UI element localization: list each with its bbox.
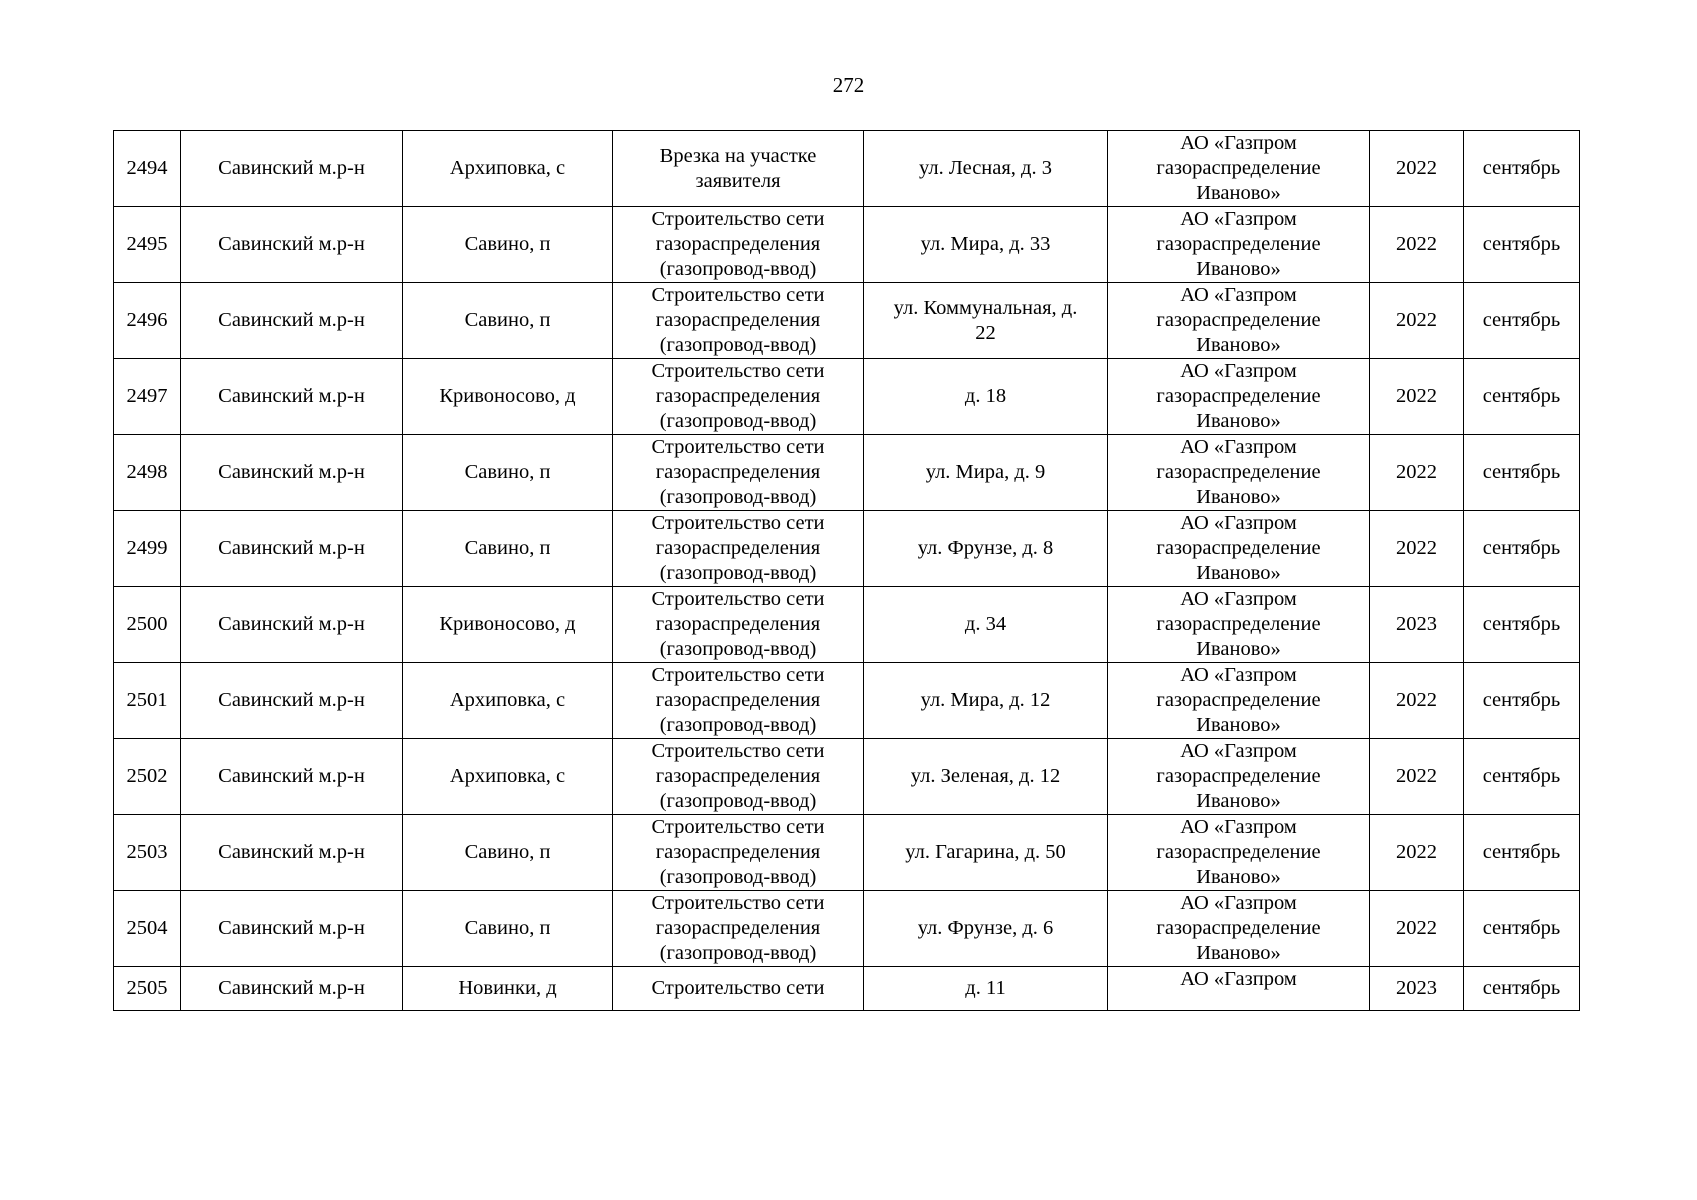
row-number-cell: 2499 (114, 511, 181, 587)
work-type-cell: Строительство сети газораспределения (газопровод-ввод) (613, 435, 864, 511)
address-cell: д. 18 (864, 359, 1108, 435)
year-cell: 2022 (1370, 511, 1464, 587)
row-number-cell: 2497 (114, 359, 181, 435)
year-cell: 2022 (1370, 891, 1464, 967)
locality-cell: Архиповка, с (403, 739, 613, 815)
work-type-cell: Строительство сети газораспределения (газопровод-ввод) (613, 891, 864, 967)
address-cell: ул. Фрунзе, д. 6 (864, 891, 1108, 967)
locality-cell: Кривоносово, д (403, 587, 613, 663)
organization-cell: АО «Газпром газораспределение Иваново» (1108, 131, 1370, 207)
month-cell: сентябрь (1464, 511, 1580, 587)
work-type-cell: Врезка на участке заявителя (613, 131, 864, 207)
address-cell: ул. Мира, д. 9 (864, 435, 1108, 511)
row-number-cell: 2505 (114, 967, 181, 1011)
district-cell: Савинский м.р-н (181, 815, 403, 891)
table-row (114, 131, 1580, 207)
work-type-cell: Строительство сети газораспределения (газопровод-ввод) (613, 283, 864, 359)
table-row (114, 739, 1580, 815)
row-number-cell: 2500 (114, 587, 181, 663)
table-row (114, 891, 1580, 967)
row-number-cell: 2498 (114, 435, 181, 511)
organization-cell: АО «Газпром газораспределение Иваново» (1108, 283, 1370, 359)
locality-cell: Савино, п (403, 815, 613, 891)
month-cell: сентябрь (1464, 587, 1580, 663)
month-cell: сентябрь (1464, 283, 1580, 359)
month-cell: сентябрь (1464, 739, 1580, 815)
month-cell: сентябрь (1464, 815, 1580, 891)
work-type-cell: Строительство сети газораспределения (газопровод-ввод) (613, 587, 864, 663)
district-cell: Савинский м.р-н (181, 663, 403, 739)
address-cell: ул. Мира, д. 12 (864, 663, 1108, 739)
year-cell: 2022 (1370, 815, 1464, 891)
table-row (114, 511, 1580, 587)
year-cell: 2022 (1370, 283, 1464, 359)
district-cell: Савинский м.р-н (181, 739, 403, 815)
month-cell: сентябрь (1464, 663, 1580, 739)
row-number-cell: 2502 (114, 739, 181, 815)
organization-cell: АО «Газпром газораспределение Иваново» (1108, 739, 1370, 815)
registry-table (113, 130, 1580, 1011)
table-row (114, 967, 1580, 1011)
table-row (114, 587, 1580, 663)
district-cell: Савинский м.р-н (181, 511, 403, 587)
address-cell: ул. Лесная, д. 3 (864, 131, 1108, 207)
table-row (114, 435, 1580, 511)
table-row (114, 207, 1580, 283)
organization-cell: АО «Газпром газораспределение Иваново» (1108, 359, 1370, 435)
table-row (114, 359, 1580, 435)
organization-cell: АО «Газпром газораспределение Иваново» (1108, 207, 1370, 283)
work-type-cell: Строительство сети газораспределения (газопровод-ввод) (613, 207, 864, 283)
address-cell: ул. Фрунзе, д. 8 (864, 511, 1108, 587)
work-type-cell: Строительство сети газораспределения (газопровод-ввод) (613, 739, 864, 815)
locality-cell: Савино, п (403, 511, 613, 587)
locality-cell: Кривоносово, д (403, 359, 613, 435)
locality-cell: Архиповка, с (403, 663, 613, 739)
locality-cell: Новинки, д (403, 967, 613, 1011)
district-cell: Савинский м.р-н (181, 283, 403, 359)
organization-cell: АО «Газпром газораспределение Иваново» (1108, 663, 1370, 739)
locality-cell: Савино, п (403, 891, 613, 967)
organization-cell: АО «Газпром газораспределение Иваново» (1108, 815, 1370, 891)
month-cell: сентябрь (1464, 359, 1580, 435)
locality-cell: Архиповка, с (403, 131, 613, 207)
row-number-cell: 2496 (114, 283, 181, 359)
district-cell: Савинский м.р-н (181, 435, 403, 511)
table-row (114, 663, 1580, 739)
row-number-cell: 2495 (114, 207, 181, 283)
work-type-cell: Строительство сети газораспределения (газопровод-ввод) (613, 511, 864, 587)
row-number-cell: 2501 (114, 663, 181, 739)
table-row (114, 283, 1580, 359)
year-cell: 2022 (1370, 739, 1464, 815)
district-cell: Савинский м.р-н (181, 131, 403, 207)
locality-cell: Савино, п (403, 435, 613, 511)
district-cell: Савинский м.р-н (181, 891, 403, 967)
page-number: 272 (832, 73, 865, 97)
organization-cell: АО «Газпром газораспределение Иваново» (1108, 587, 1370, 663)
row-number-cell: 2494 (114, 131, 181, 207)
year-cell: 2022 (1370, 435, 1464, 511)
month-cell: сентябрь (1464, 207, 1580, 283)
organization-cell: АО «Газпром (1108, 967, 1370, 1011)
work-type-cell: Строительство сети газораспределения (газопровод-ввод) (613, 815, 864, 891)
organization-cell: АО «Газпром газораспределение Иваново» (1108, 435, 1370, 511)
year-cell: 2022 (1370, 663, 1464, 739)
district-cell: Савинский м.р-н (181, 967, 403, 1011)
organization-cell: АО «Газпром газораспределение Иваново» (1108, 891, 1370, 967)
year-cell: 2022 (1370, 359, 1464, 435)
row-number-cell: 2504 (114, 891, 181, 967)
district-cell: Савинский м.р-н (181, 207, 403, 283)
district-cell: Савинский м.р-н (181, 587, 403, 663)
month-cell: сентябрь (1464, 131, 1580, 207)
table-body (114, 131, 1580, 1011)
address-cell: ул. Зеленая, д. 12 (864, 739, 1108, 815)
month-cell: сентябрь (1464, 435, 1580, 511)
table-row (114, 815, 1580, 891)
address-cell: д. 34 (864, 587, 1108, 663)
row-number-cell: 2503 (114, 815, 181, 891)
month-cell: сентябрь (1464, 967, 1580, 1011)
locality-cell: Савино, п (403, 283, 613, 359)
address-cell: ул. Гагарина, д. 50 (864, 815, 1108, 891)
month-cell: сентябрь (1464, 891, 1580, 967)
work-type-cell: Строительство сети газораспределения (газопровод-ввод) (613, 663, 864, 739)
address-cell: ул. Коммунальная, д. 22 (864, 283, 1108, 359)
address-cell: ул. Мира, д. 33 (864, 207, 1108, 283)
organization-cell: АО «Газпром газораспределение Иваново» (1108, 511, 1370, 587)
address-cell: д. 11 (864, 967, 1108, 1011)
district-cell: Савинский м.р-н (181, 359, 403, 435)
work-type-cell: Строительство сети (613, 967, 864, 1011)
year-cell: 2023 (1370, 967, 1464, 1011)
year-cell: 2022 (1370, 207, 1464, 283)
year-cell: 2023 (1370, 587, 1464, 663)
locality-cell: Савино, п (403, 207, 613, 283)
year-cell: 2022 (1370, 131, 1464, 207)
work-type-cell: Строительство сети газораспределения (газопровод-ввод) (613, 359, 864, 435)
